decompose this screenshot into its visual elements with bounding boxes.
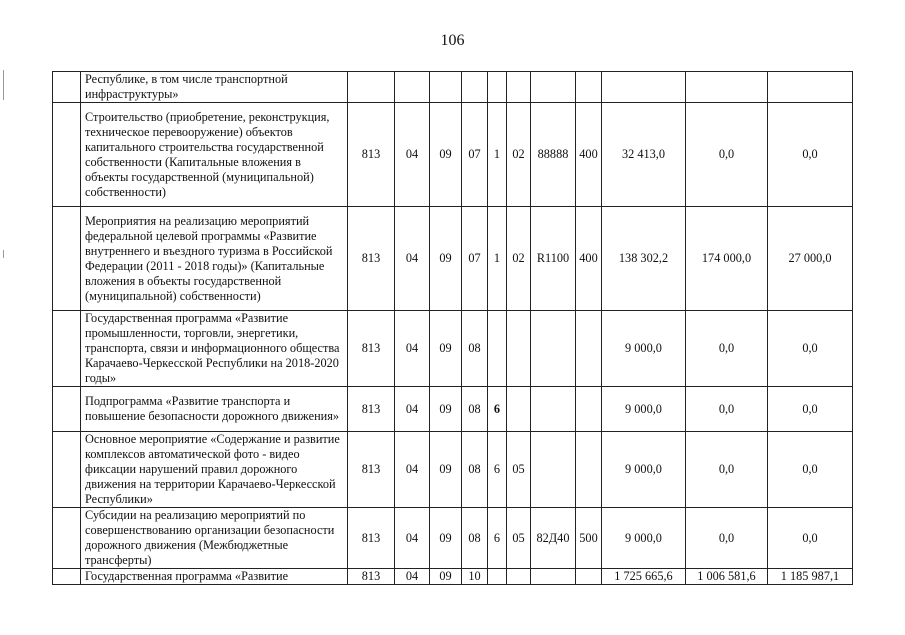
subprogram-code-cell: 6: [488, 432, 507, 508]
measure-code-cell: 05: [507, 432, 531, 508]
amount-year3-cell: 0,0: [768, 311, 853, 387]
table-row: [53, 207, 853, 311]
expense-type-cell: [576, 311, 602, 387]
amount-year2-cell: [686, 72, 768, 103]
amount-year1-cell: [602, 72, 686, 103]
section-code-cell: 04: [395, 387, 430, 432]
row-number-cell: [53, 432, 81, 508]
amount-year3-cell: 0,0: [768, 103, 853, 207]
program-code-cell: 07: [462, 103, 488, 207]
expense-type-cell: [576, 569, 602, 585]
subprogram-code-cell: [488, 569, 507, 585]
program-code-cell: 08: [462, 387, 488, 432]
item-name-cell: Основное мероприятие «Содержание и развитие комплексов автоматической фото - видео фиксации нарушений правил дорожного движения на территории Карачаево-Черкесской Республики»: [81, 432, 348, 508]
amount-year3-cell: 0,0: [768, 432, 853, 508]
row-number-cell: [53, 569, 81, 585]
section-code-cell: 04: [395, 508, 430, 569]
expense-type-cell: [576, 387, 602, 432]
section-code-cell: [395, 72, 430, 103]
amount-year3-cell: 0,0: [768, 508, 853, 569]
ved-code-cell: [348, 72, 395, 103]
section-code-cell: 04: [395, 311, 430, 387]
program-code-cell: 08: [462, 432, 488, 508]
direction-code-cell: [531, 72, 576, 103]
ved-code-cell: 813: [348, 508, 395, 569]
subprogram-code-cell: 1: [488, 207, 507, 311]
ved-code-cell: 813: [348, 387, 395, 432]
table-row: [53, 311, 853, 387]
program-code-cell: [462, 72, 488, 103]
subsection-code-cell: 09: [430, 508, 462, 569]
ved-code-cell: 813: [348, 311, 395, 387]
table-row: [53, 432, 853, 508]
program-code-cell: 08: [462, 508, 488, 569]
row-number-cell: [53, 103, 81, 207]
amount-year1-cell: 9 000,0: [602, 387, 686, 432]
expense-type-cell: 500: [576, 508, 602, 569]
amount-year3-cell: 1 185 987,1: [768, 569, 853, 585]
direction-code-cell: [531, 387, 576, 432]
ved-code-cell: 813: [348, 103, 395, 207]
table-row: [53, 387, 853, 432]
table-row: [53, 72, 853, 103]
item-name-cell: Государственная программа «Развитие: [81, 569, 348, 585]
section-code-cell: 04: [395, 207, 430, 311]
direction-code-cell: [531, 569, 576, 585]
amount-year3-cell: 0,0: [768, 387, 853, 432]
amount-year1-cell: 138 302,2: [602, 207, 686, 311]
subprogram-code-cell: 6: [488, 387, 507, 432]
amount-year1-cell: 9 000,0: [602, 311, 686, 387]
scan-edge-mark: [3, 250, 4, 258]
item-name-cell: Государственная программа «Развитие промышленности, торговли, энергетики, транспорта, связи и информационного общества Карачаево-Черкесской Республики на 2018-2020 годы»: [81, 311, 348, 387]
program-code-cell: 07: [462, 207, 488, 311]
amount-year2-cell: 0,0: [686, 311, 768, 387]
budget-table: [52, 71, 853, 585]
direction-code-cell: 82Д40: [531, 508, 576, 569]
ved-code-cell: 813: [348, 432, 395, 508]
direction-code-cell: [531, 432, 576, 508]
table-row: [53, 569, 853, 585]
item-name-cell: Республике, в том числе транспортной инфраструктуры»: [81, 72, 348, 103]
row-number-cell: [53, 311, 81, 387]
amount-year1-cell: 32 413,0: [602, 103, 686, 207]
subsection-code-cell: 09: [430, 103, 462, 207]
subprogram-code-cell: 1: [488, 103, 507, 207]
measure-code-cell: [507, 387, 531, 432]
page-number: 106: [440, 32, 465, 49]
subsection-code-cell: 09: [430, 311, 462, 387]
direction-code-cell: R1100: [531, 207, 576, 311]
expense-type-cell: 400: [576, 207, 602, 311]
amount-year2-cell: 1 006 581,6: [686, 569, 768, 585]
amount-year1-cell: 9 000,0: [602, 432, 686, 508]
direction-code-cell: 88888: [531, 103, 576, 207]
ved-code-cell: 813: [348, 569, 395, 585]
measure-code-cell: 02: [507, 103, 531, 207]
table-row: [53, 103, 853, 207]
measure-code-cell: [507, 72, 531, 103]
item-name-cell: Строительство (приобретение, реконструкция, техническое перевооружение) объектов капитального строительства государственной собственности (Капитальные вложения в объекты государственной (муниципальной) собственности): [81, 103, 348, 207]
scan-edge-mark: [3, 70, 4, 100]
subprogram-code-cell: [488, 311, 507, 387]
expense-type-cell: [576, 72, 602, 103]
subsection-code-cell: 09: [430, 207, 462, 311]
section-code-cell: 04: [395, 569, 430, 585]
amount-year2-cell: 0,0: [686, 432, 768, 508]
measure-code-cell: 05: [507, 508, 531, 569]
table-row: [53, 508, 853, 569]
row-number-cell: [53, 207, 81, 311]
program-code-cell: 10: [462, 569, 488, 585]
subsection-code-cell: 09: [430, 569, 462, 585]
subsection-code-cell: [430, 72, 462, 103]
row-number-cell: [53, 387, 81, 432]
measure-code-cell: 02: [507, 207, 531, 311]
row-number-cell: [53, 72, 81, 103]
item-name-cell: Мероприятия на реализацию мероприятий федеральной целевой программы «Развитие внутреннего и въездного туризма в Российской Федерации (2011 - 2018 годы)» (Капитальные вложения в объекты государственной (муниципальной) собственности): [81, 207, 348, 311]
expense-type-cell: 400: [576, 103, 602, 207]
section-code-cell: 04: [395, 432, 430, 508]
expense-type-cell: [576, 432, 602, 508]
amount-year1-cell: 9 000,0: [602, 508, 686, 569]
direction-code-cell: [531, 311, 576, 387]
amount-year1-cell: 1 725 665,6: [602, 569, 686, 585]
row-number-cell: [53, 508, 81, 569]
ved-code-cell: 813: [348, 207, 395, 311]
subsection-code-cell: 09: [430, 432, 462, 508]
amount-year3-cell: [768, 72, 853, 103]
amount-year2-cell: 0,0: [686, 103, 768, 207]
amount-year2-cell: 0,0: [686, 387, 768, 432]
section-code-cell: 04: [395, 103, 430, 207]
measure-code-cell: [507, 311, 531, 387]
amount-year2-cell: 0,0: [686, 508, 768, 569]
item-name-cell: Субсидии на реализацию мероприятий по совершенствованию организации безопасности дорожного движения (Межбюджетные трансферты): [81, 508, 348, 569]
amount-year2-cell: 174 000,0: [686, 207, 768, 311]
subsection-code-cell: 09: [430, 387, 462, 432]
program-code-cell: 08: [462, 311, 488, 387]
subprogram-code-cell: [488, 72, 507, 103]
amount-year3-cell: 27 000,0: [768, 207, 853, 311]
measure-code-cell: [507, 569, 531, 585]
subprogram-code-cell: 6: [488, 508, 507, 569]
item-name-cell: Подпрограмма «Развитие транспорта и повышение безопасности дорожного движения»: [81, 387, 348, 432]
